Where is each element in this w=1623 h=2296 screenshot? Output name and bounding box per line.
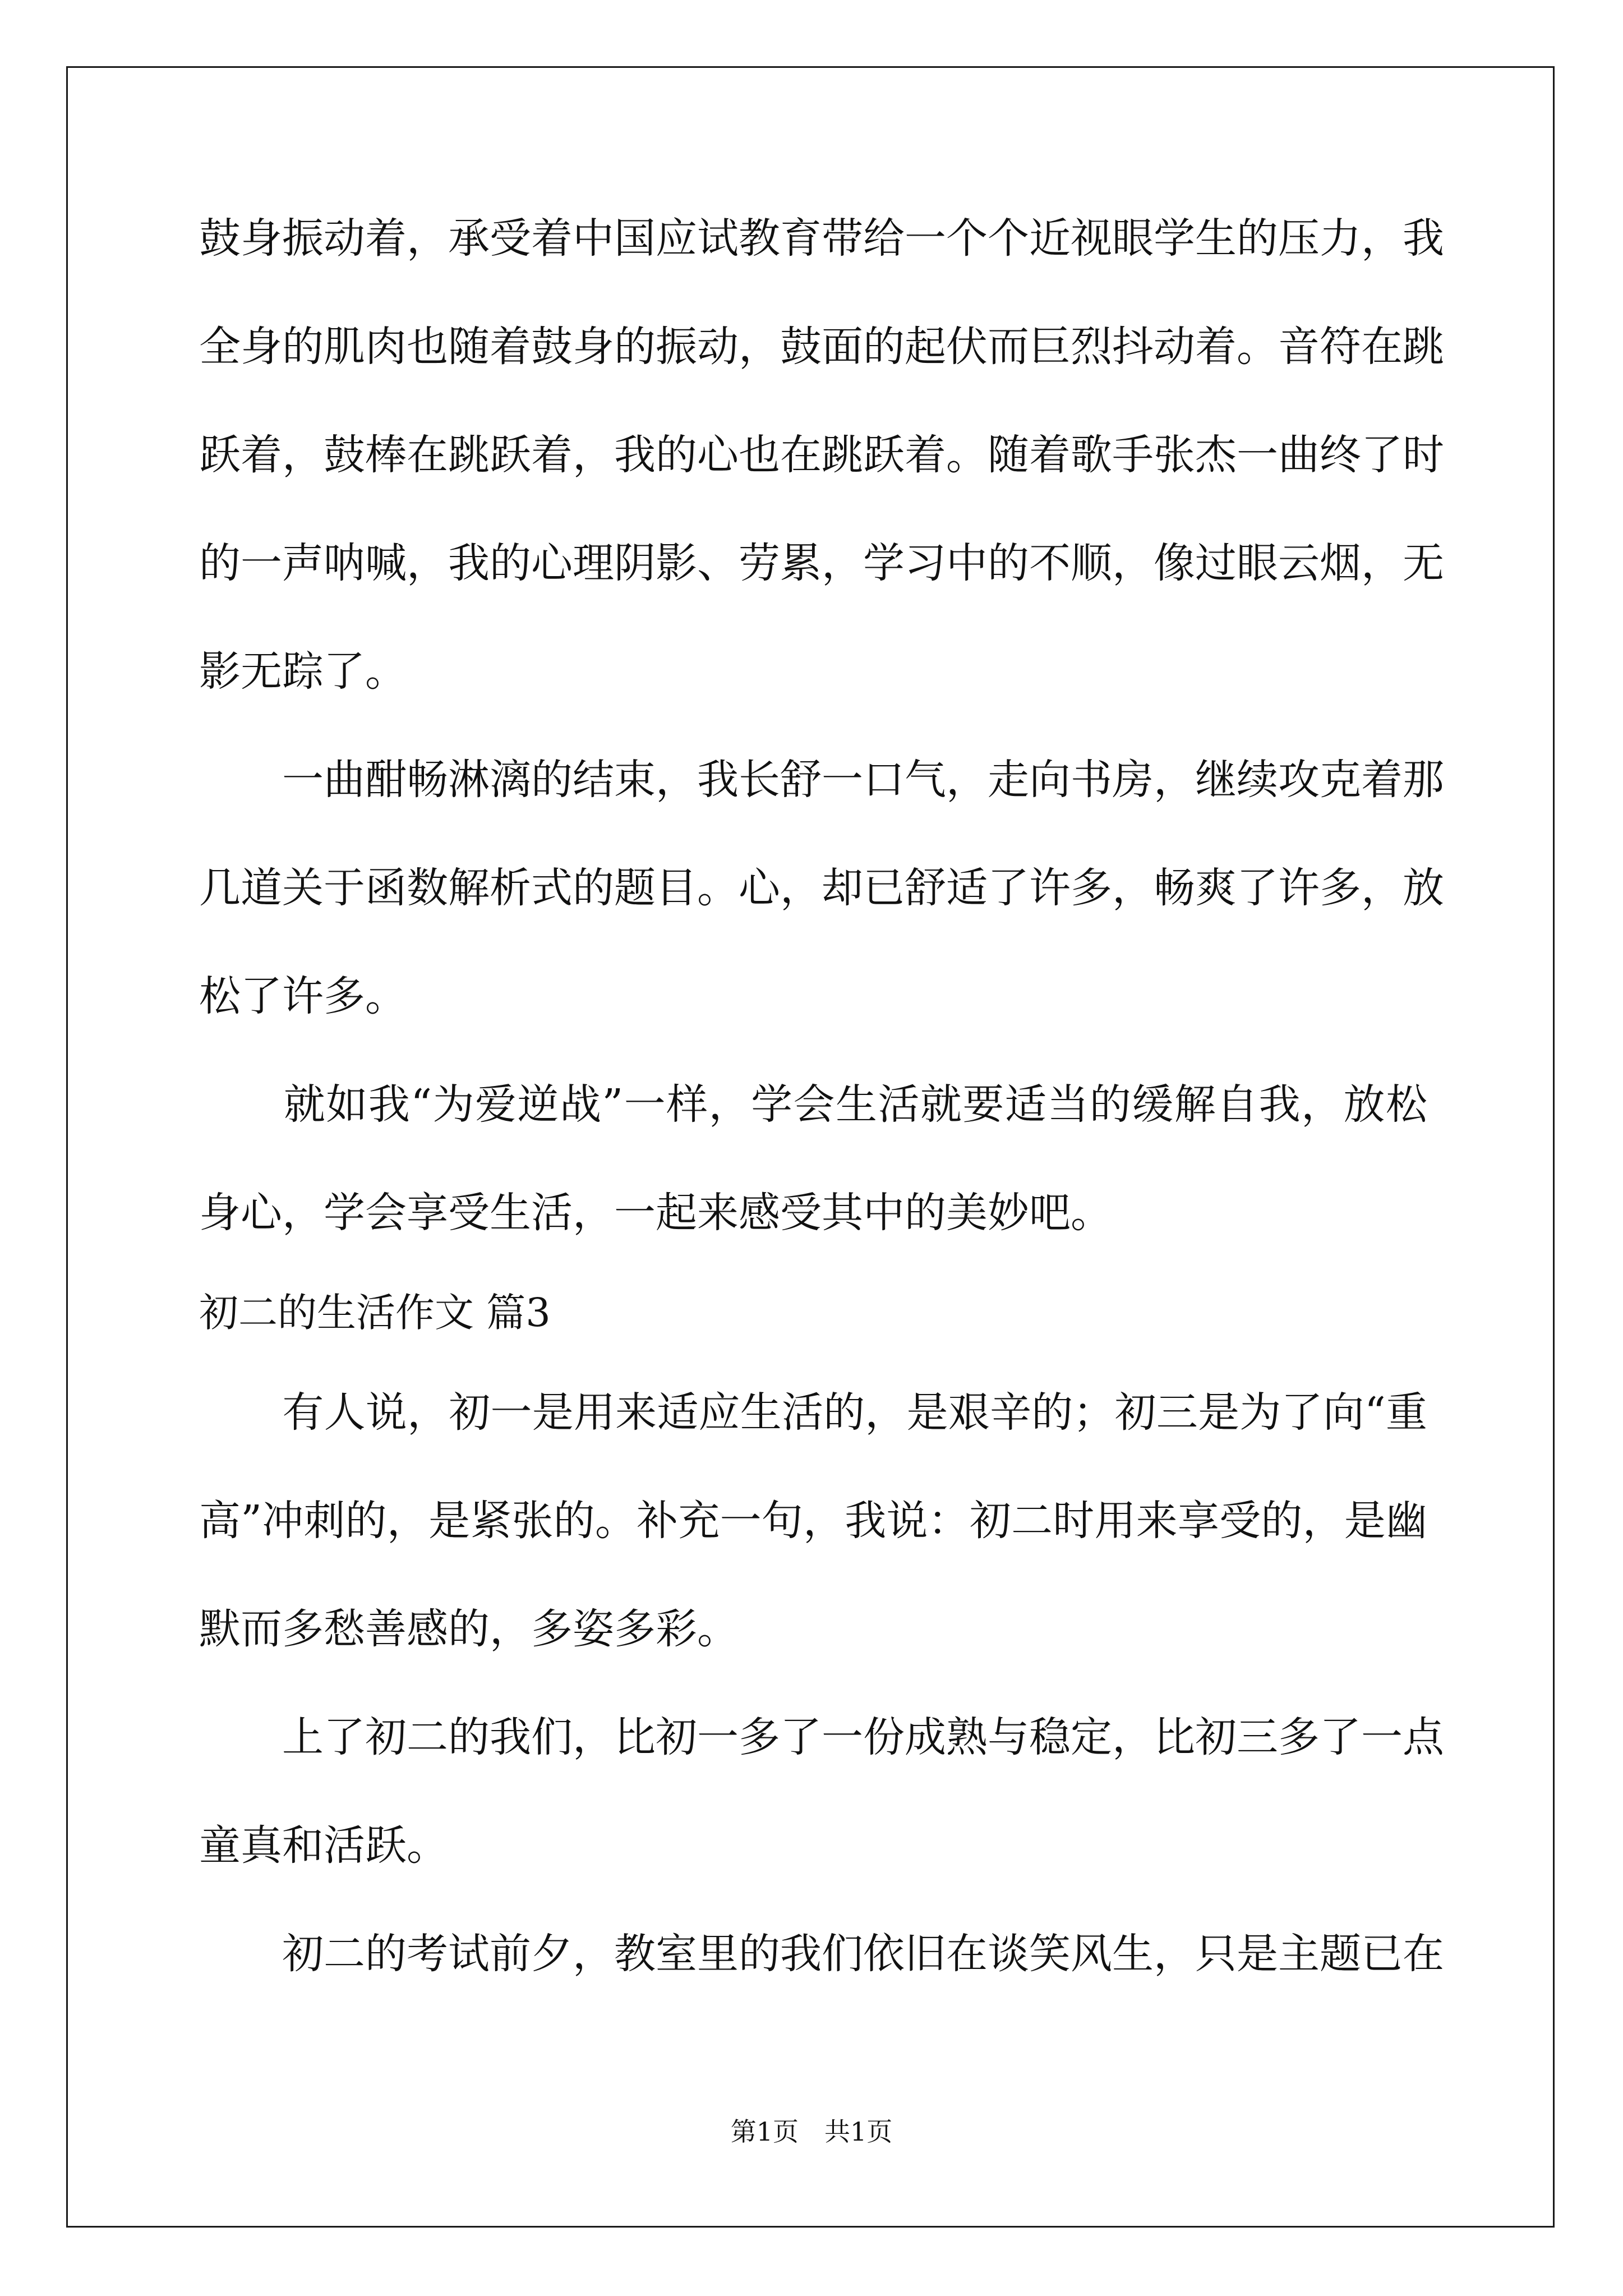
text-line: 几道关于函数解析式的题目。心，却已舒适了许多，畅爽了许多，放 [199, 864, 1444, 912]
text-line: 高”冲刺的，是紧张的。补充一句，我说：初二时用来享受的，是幽 [199, 1497, 1427, 1545]
text-line: 一曲酣畅淋漓的结束，我长舒一口气，走向书房，继续攻克着那 [199, 756, 1444, 804]
text-line: 松了许多。 [199, 972, 407, 1020]
text-line: 有人说，初一是用来适应生活的，是艰辛的；初三是为了向“重 [199, 1388, 1427, 1437]
page-footer: 第1页 共1页 [730, 2116, 893, 2147]
text-line: 鼓身振动着，承受着中国应试教育带给一个个近视眼学生的压力，我 [199, 214, 1444, 263]
text-line: 跃着，鼓棒在跳跃着，我的心也在跳跃着。随着歌手张杰一曲终了时 [199, 431, 1444, 479]
text-line: 童真和活跃。 [199, 1821, 448, 1870]
text-line: 身心，学会享受生活，一起来感受其中的美妙吧。 [199, 1189, 1112, 1237]
text-line: 影无踪了。 [199, 647, 407, 696]
text-line: 就如我“为爱逆战”一样，学会生活就要适当的缓解自我，放松 [199, 1080, 1427, 1129]
text-line: 的一声呐喊，我的心理阴影、劳累，学习中的不顺，像过眼云烟，无 [199, 539, 1444, 587]
page-border [66, 66, 1555, 2228]
section-heading: 初二的生活作文 篇3 [199, 1290, 551, 1336]
text-line: 上了初二的我们，比初一多了一份成熟与稳定，比初三多了一点 [199, 1713, 1444, 1761]
text-line: 初二的考试前夕，教室里的我们依旧在谈笑风生，只是主题已在 [199, 1930, 1444, 1978]
text-line: 全身的肌肉也随着鼓身的振动，鼓面的起伏而巨烈抖动着。音符在跳 [199, 323, 1444, 371]
text-line: 默而多愁善感的，多姿多彩。 [199, 1605, 739, 1653]
